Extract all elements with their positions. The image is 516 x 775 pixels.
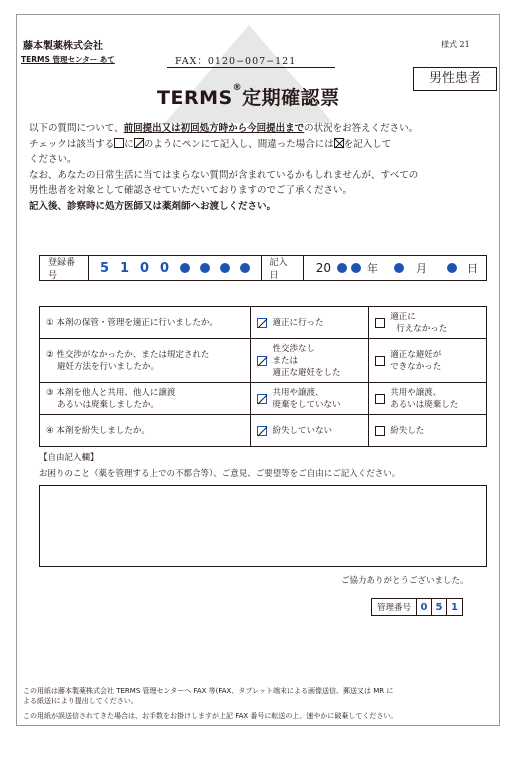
masked-digit-dot-icon <box>394 263 404 273</box>
question-cell <box>40 383 251 415</box>
question-table <box>39 306 487 447</box>
month-unit: 月 <box>416 262 427 275</box>
question-text: ③ 本剤を他人と共用、他人に譲渡 <box>46 387 176 398</box>
question-cell <box>40 307 251 339</box>
masked-digit-dot-icon <box>337 263 347 273</box>
question-row <box>40 339 487 383</box>
intro-text: のようにペンにて記入し、間違った場合には <box>143 138 334 150</box>
unchecked-checkbox-icon[interactable] <box>375 318 385 328</box>
question-text: 避妊方法を行いましたか。 <box>57 361 160 372</box>
registered-mark: ® <box>232 83 243 93</box>
answer-no-cell[interactable] <box>369 307 487 339</box>
question-row <box>40 383 487 415</box>
management-digit: 1 <box>451 601 458 613</box>
question-row <box>40 415 487 447</box>
registration-digit: 5 <box>100 260 110 276</box>
free-entry-description: お困りのこと（薬を管理する上での不都合等）、ご意見、ご要望等をご自由にご記入ください。 <box>39 469 401 479</box>
fax-underline <box>167 67 335 68</box>
fax-number: FAX：0120−007−121 <box>175 56 297 67</box>
x-checkbox-icon <box>334 138 344 148</box>
question-text: ① 本剤の保管・管理を適正に行いましたか。 <box>46 317 218 328</box>
registration-digit: 1 <box>120 260 130 276</box>
footer-note: この用紙が誤送信されてきた場合は、お手数をお掛けしますが上記 FAX 番号に転送の上、速やかに破棄してください。 <box>23 712 398 720</box>
intro-text: なお、あなたの日常生活に当てはまらない質問が含まれているかもしれませんが、すべての <box>29 169 419 181</box>
answer-text: 行えなかった <box>396 323 448 334</box>
checked-checkbox-icon[interactable] <box>257 394 267 404</box>
intro-period-emphasis: 前回提出又は初回処方時から今回提出まで <box>123 123 305 134</box>
answer-text: 紛失していない <box>272 425 332 436</box>
masked-digit-dot-icon <box>447 263 457 273</box>
answer-text: または <box>272 355 298 366</box>
year-prefix: 20 <box>315 261 331 275</box>
masked-digit-dot-icon <box>240 263 250 273</box>
recipient-department: TERMS 管理センター あて <box>21 55 115 64</box>
unchecked-checkbox-icon[interactable] <box>375 426 385 436</box>
empty-checkbox-icon <box>114 138 124 148</box>
registration-label: 登録番号 <box>40 256 89 280</box>
intro-text: 以下の質問について、 <box>29 123 124 134</box>
answer-text: あるいは廃棄した <box>390 399 459 410</box>
answer-text: 共用や譲渡、 <box>272 387 324 398</box>
answer-text: 共用や譲渡、 <box>390 387 442 398</box>
answer-text: 適正な避妊が <box>390 349 442 360</box>
title-rest: 定期確認票 <box>242 87 340 109</box>
intro-text: ください。 <box>29 154 77 165</box>
checked-checkbox-icon[interactable] <box>257 318 267 328</box>
intro-text: 男性患者を対象として確認させていただいておりますのでご了承ください。 <box>29 185 353 196</box>
management-digit: 5 <box>432 599 447 615</box>
question-row <box>40 307 487 339</box>
instructions <box>29 121 494 214</box>
year-unit: 年 <box>367 262 378 275</box>
question-text: ② 性交渉がなかったか、または規定された <box>46 349 210 360</box>
answer-text: 性交渉なし <box>272 343 315 354</box>
registration-digit: 0 <box>140 260 150 276</box>
form-page <box>16 14 500 726</box>
footer-note <box>23 686 495 706</box>
submission-instruction: 記入後、診察時に処方医師又は薬剤師へお渡しください。 <box>29 200 277 212</box>
free-entry-box[interactable] <box>39 485 487 567</box>
intro-text: の状況をお答えください。 <box>304 123 419 134</box>
intro-text: に <box>124 138 134 150</box>
slash-checkbox-icon <box>134 138 144 148</box>
form-number: 様式 21 <box>441 40 470 49</box>
footer-line: この用紙は藤本製薬株式会社 TERMS 管理センターへ FAX 等(FAX、タブレット端末による画像送信、郵送又は MR に <box>23 687 394 695</box>
answer-yes-cell[interactable] <box>251 307 369 339</box>
answer-text: 紛失した <box>390 425 425 436</box>
intro-text: を記入して <box>343 138 392 150</box>
day-unit: 日 <box>467 262 478 275</box>
free-entry-heading: 【自由記入欄】 <box>39 453 99 463</box>
answer-yes-cell[interactable] <box>251 383 369 415</box>
thanks-message: ご協力ありがとうございました。 <box>341 576 469 586</box>
answer-yes-cell[interactable] <box>251 415 369 447</box>
patient-category-box: 男性患者 <box>413 67 497 91</box>
footer-line: よる紙送)により提出してください。 <box>23 697 138 705</box>
masked-digit-dot-icon <box>220 263 230 273</box>
masked-digit-dot-icon <box>351 263 361 273</box>
registration-digit: 0 <box>160 260 170 276</box>
unchecked-checkbox-icon[interactable] <box>375 394 385 404</box>
title-main: TERMS <box>157 87 233 109</box>
question-cell <box>40 339 251 383</box>
answer-no-cell[interactable] <box>369 415 487 447</box>
management-label: 管理番号 <box>372 599 417 615</box>
answer-text: 廃棄をしていない <box>272 399 341 410</box>
answer-text: 適正に行った <box>272 317 324 328</box>
answer-text: できなかった <box>390 361 442 372</box>
answer-text: 適正な避妊をした <box>272 367 341 378</box>
registration-row <box>39 255 487 281</box>
management-digit: 0 <box>417 599 432 615</box>
checked-checkbox-icon[interactable] <box>257 356 267 366</box>
page-title <box>157 83 340 110</box>
masked-digit-dot-icon <box>200 263 210 273</box>
question-text: あるいは廃棄しましたか。 <box>57 399 160 410</box>
registration-number <box>89 256 262 280</box>
question-text: ④ 本剤を紛失しましたか。 <box>46 425 150 436</box>
masked-digit-dot-icon <box>180 263 190 273</box>
management-number <box>371 598 463 616</box>
answer-no-cell[interactable] <box>369 383 487 415</box>
company-name: 藤本製薬株式会社 <box>23 41 103 52</box>
unchecked-checkbox-icon[interactable] <box>375 356 385 366</box>
entry-date-value <box>304 260 486 276</box>
entry-date-label: 記入日 <box>262 256 304 280</box>
checked-checkbox-icon[interactable] <box>257 426 267 436</box>
answer-yes-cell[interactable] <box>251 339 369 383</box>
intro-text: チェックは該当する <box>29 138 115 150</box>
question-cell <box>40 415 251 447</box>
answer-text: 適正に <box>390 311 416 322</box>
answer-no-cell[interactable] <box>369 339 487 383</box>
